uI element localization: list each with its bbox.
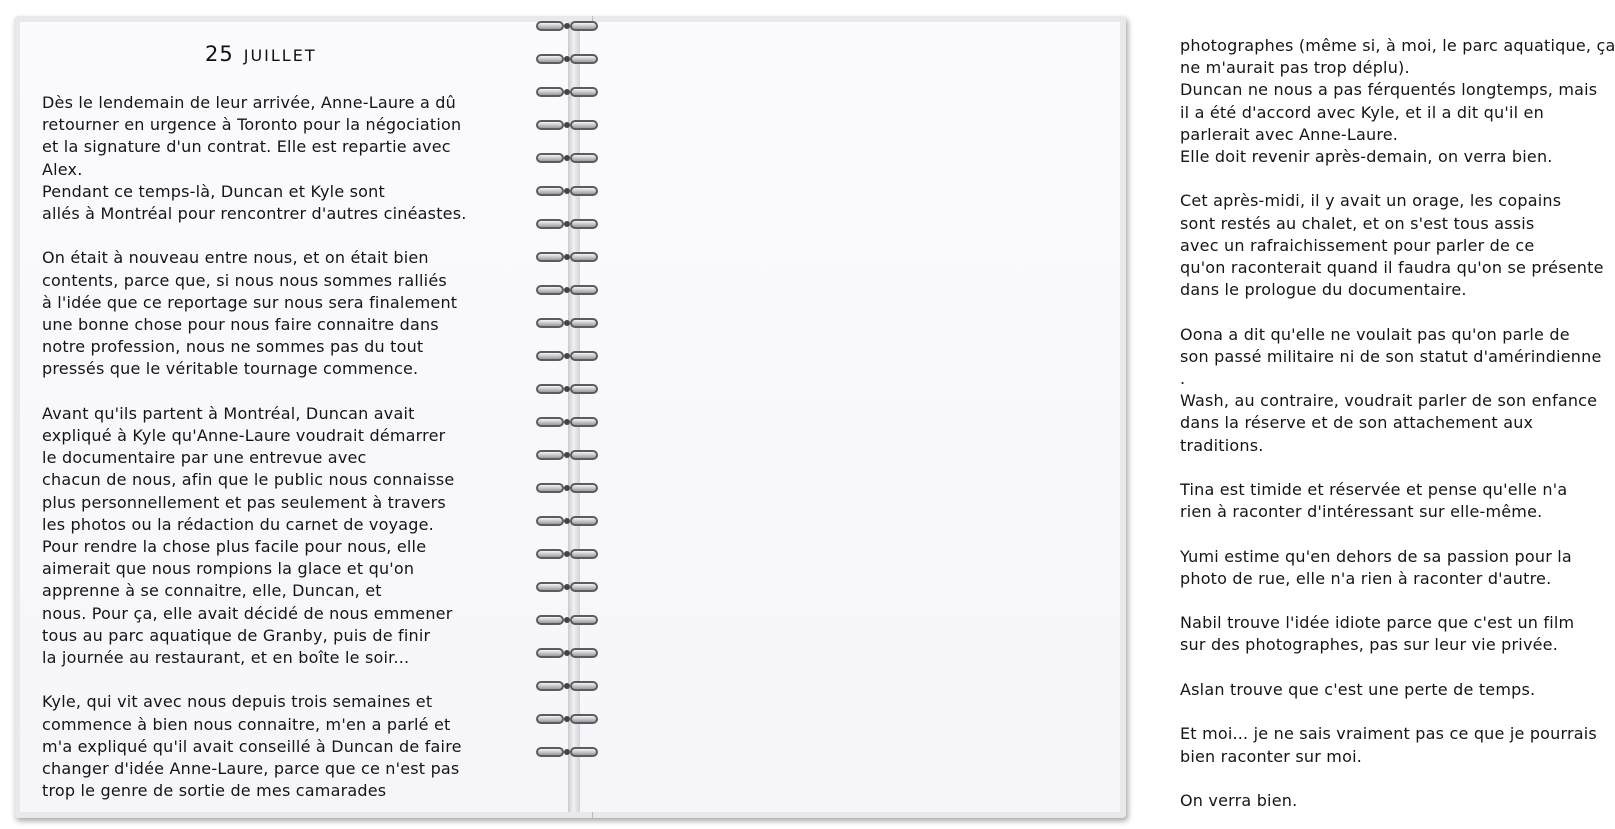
left-page-text: Dès le lendemain de leur arrivée, Anne-Laure a dû retourner en urgence à Toronto pour la négociation et la signature d'un contrat. Elle est repartie avec Alex. Pendant ce temps-là, Duncan et Kyle sont allés à Montréal pour rencontrer d'autres cinéastes. On était à nouveau entre nous, et on était bien contents, parce que, si nous nous sommes ralliés à l'idée que ce reportage sur nous sera finalement une bonne chose pour nous faire connaitre dans notre profession, nous ne sommes pas du tout pressés que le véritable tournage commence. Avant qu'ils partent à Montréal, Duncan avait expliqué à Kyle qu'Anne-Laure voudrait démarrer le documentaire par une entrevue avec chacun de nous, afin que le public nous connaisse plus personnellement et pas seulement à travers les photos ou la rédaction du carnet de voyage. Pour rendre la chose plus facile pour nous, elle aimerait que nous rompions la glace et qu'on apprenne à se connaitre, elle, Duncan, et nous. Pour ça, elle avait décidé de nous emmener tous au parc aquatique de Granby, puis de finir la journée au restaurant, et en boîte le soir... Kyle, qui vit avec nous depuis trois semaines et commence à bien nous connaitre, m'en a parlé et m'a expliqué qu'il avait conseillé à Duncan de faire changer d'idée Anne-Laure, parce que ce n'est pas trop le genre de sortie de mes camarades [42,93,467,801]
spiral-ring [534,746,604,760]
page-date [205,42,317,66]
spiral-ring [534,515,604,529]
spiral-ring [534,152,604,166]
spiral-ring [534,185,604,199]
spiral-ring [534,482,604,496]
left-page [20,22,568,812]
spiral-ring [534,713,604,727]
spiral-ring [534,251,604,265]
spiral-ring [534,53,604,67]
spiral-ring [534,350,604,364]
date-day: 25 [205,42,234,66]
spiral-binding [534,20,604,800]
spiral-ring [534,383,604,397]
spiral-ring [534,614,604,628]
spiral-ring [534,548,604,562]
spiral-ring [534,218,604,232]
spiral-ring [534,680,604,694]
spiral-ring [534,20,604,34]
spiral-ring [534,284,604,298]
spiral-ring [534,317,604,331]
right-page [580,22,1615,812]
spiral-ring [534,119,604,133]
spiral-ring [534,581,604,595]
spiral-ring [534,86,604,100]
date-month: JUILLET [243,46,317,65]
spiral-ring [534,449,604,463]
right-page-text: photographes (même si, à moi, le parc aquatique, ça ne m'aurait pas trop déplu). Duncan ne nous a pas férquentés longtemps, mais il a été d'accord avec Kyle, et il a dit qu'il en parlerait avec Anne-Laure. Elle doit revenir après-demain, on verra bien. Cet après-midi, il y avait un orage, les copains sont restés au chalet, et on s'est tous assis avec un rafraichissement pour parler de ce qu'on raconterait quand il faudra qu'on se présente dans le prologue du documentaire. Oona a dit qu'elle ne voulait pas qu'on parle de son passé militaire ni de son statut d'amérindienne . Wash, au contraire, voudrait parler de son enfance dans la réserve et de son attachement aux traditions. Tina est timide et réservée et pense qu'elle n'a rien à raconter d'intéressant sur elle-même. Yumi estime qu'en dehors de sa passion pour la photo de rue, elle n'a rien à raconter d'autre. Nabil trouve l'idée idiote parce que c'est un film sur des photographes, pas sur leur vie privée. Aslan trouve que c'est une perte de temps. Et moi... je ne sais vraiment pas ce que je pourrais bien raconter sur moi. On verra bien. [1180,36,1615,810]
spiral-ring [534,416,604,430]
spiral-ring [534,647,604,661]
